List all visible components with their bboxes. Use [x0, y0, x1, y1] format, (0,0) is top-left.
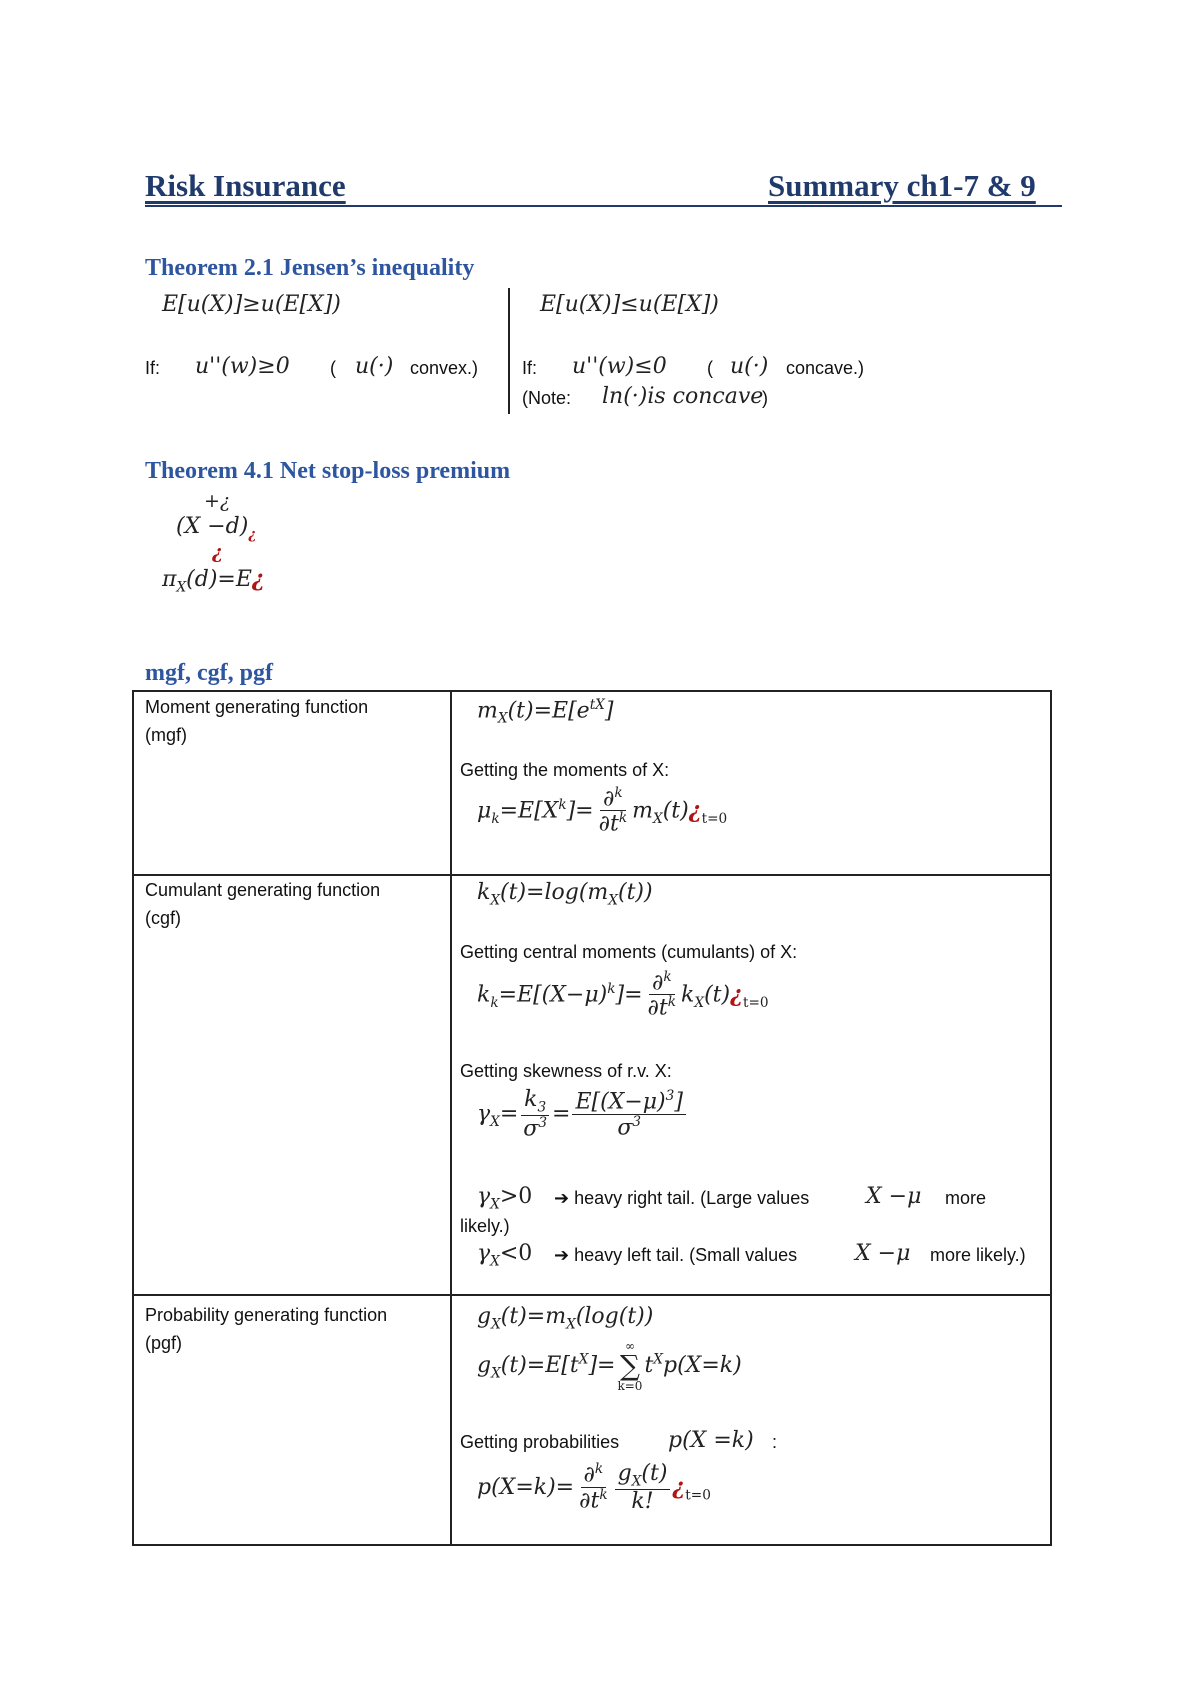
pgf-abbr: (pgf) [145, 1333, 183, 1353]
stoploss-line-plus: +¿ [204, 490, 231, 512]
cgf-central-label: Getting central moments (cumulants) of X: [460, 942, 798, 962]
cgf-negative-skew-condition: $\gamma_X<0$ [477, 1241, 533, 1270]
gf-heading: mgf, cgf, pgf [145, 660, 273, 686]
jensen-concave-if: If: [522, 358, 538, 378]
pgf-prob-colon: : [772, 1432, 778, 1452]
cgf-skew-formula: $\gamma_X=$ $\frac{k_3}{\sigma^3}$ = $\frac{E[(X-\mu)^3]}{\sigma^3}$ [477, 1088, 688, 1141]
stoploss-line-inv: ¿ [212, 541, 224, 563]
jensen-concave-remark: concave.) [786, 358, 865, 378]
cgf-positive-skew-condition: $\gamma_X>0$ [477, 1184, 533, 1213]
jensen-heading: Theorem 2.1 Jensen’s inequality [145, 255, 475, 281]
jensen-note-close: ) [762, 388, 768, 408]
jensen-convex-if: If: [145, 358, 161, 378]
jensen-convex-func: u(·) [355, 354, 394, 379]
pgf-prob-var: p(X =k) [668, 1428, 754, 1453]
mgf-moments-formula: $\mu_k=E[X^k]=$ $\frac{\partial^k}{\partial t^k}$ $m_X(t)¿_{t=0}$ [477, 785, 728, 837]
stoploss-heading: Theorem 4.1 Net stop-loss premium [145, 458, 511, 484]
mgf-moments-label: Getting the moments of X: [460, 760, 670, 780]
mgf-abbr: (mgf) [145, 725, 187, 745]
gf-table-row-divider [134, 1294, 1050, 1296]
jensen-note-formula: ln(·)is concave [602, 384, 764, 409]
jensen-convex-remark: convex.) [410, 358, 479, 378]
jensen-convex-condition: u''(w)≥0 [195, 354, 290, 379]
jensen-note-label: (Note: [522, 388, 572, 408]
jensen-concave-formula: E[u(X)]≤u(E[X]) [540, 292, 719, 317]
cgf-negative-skew-text: ➔ heavy left tail. (Small values [554, 1245, 798, 1265]
document-subtitle: Summary ch1-7 & 9 [768, 168, 1036, 203]
gf-table-row-divider [134, 874, 1050, 876]
pgf-definition-sum: $g_X(t)=E[t^X]=$ ∞ ∑ k=0 $t^Xp(X=k)$ [477, 1339, 742, 1393]
pgf-probability-formula: p(X=k)= $\frac{\partial^k}{\partial t^k}$ $\frac{g_X(t)}{k!}$ ¿$_{t=0}$ [477, 1461, 711, 1514]
pgf-name: Probability generating function [145, 1305, 388, 1325]
header-underline [145, 205, 1062, 207]
cgf-positive-skew-likely: likely.) [460, 1216, 510, 1236]
cgf-abbr: (cgf) [145, 908, 181, 928]
cgf-cumulant-formula: $k_k=E[(X-\mu)^k]=$ $\frac{\partial^k}{\partial t^k}$ $k_X(t)¿_{t=0}$ [477, 969, 769, 1021]
cgf-positive-skew-more: more [945, 1188, 987, 1208]
cgf-negative-skew-more: more likely.) [930, 1245, 1026, 1265]
cgf-positive-skew-var: X −μ [866, 1184, 922, 1209]
document-title: Risk Insurance [145, 168, 346, 203]
mgf-definition: $m_X(t)=E[e^{tX}]$ [477, 697, 614, 727]
cgf-skew-label: Getting skewness of r.v. X: [460, 1061, 672, 1081]
jensen-concave-paren: ( [707, 358, 713, 378]
jensen-concave-condition: u''(w)≤0 [572, 354, 667, 379]
jensen-divider [508, 288, 510, 414]
cgf-positive-skew-text: ➔ heavy right tail. (Large values [554, 1188, 810, 1208]
pgf-definition-mgf: $g_X(t)=m_X(\log(t))$ [477, 1304, 654, 1333]
jensen-convex-paren: ( [330, 358, 336, 378]
cgf-definition: $k_X(t)=\log(m_X(t))$ [477, 880, 653, 909]
jensen-convex-formula: E[u(X)]≥u(E[X]) [162, 292, 341, 317]
stoploss-line-xd: $(X -d)_¿$ [176, 514, 257, 543]
cgf-name: Cumulant generating function [145, 880, 381, 900]
pgf-prob-label: Getting probabilities [460, 1432, 620, 1452]
mgf-name: Moment generating function [145, 697, 369, 717]
gf-table-column-divider [450, 692, 452, 1544]
stoploss-premium-formula: $\pi_X(d)=E¿$ [162, 566, 265, 596]
cgf-negative-skew-var: X −μ [855, 1241, 911, 1266]
jensen-concave-func: u(·) [730, 354, 769, 379]
